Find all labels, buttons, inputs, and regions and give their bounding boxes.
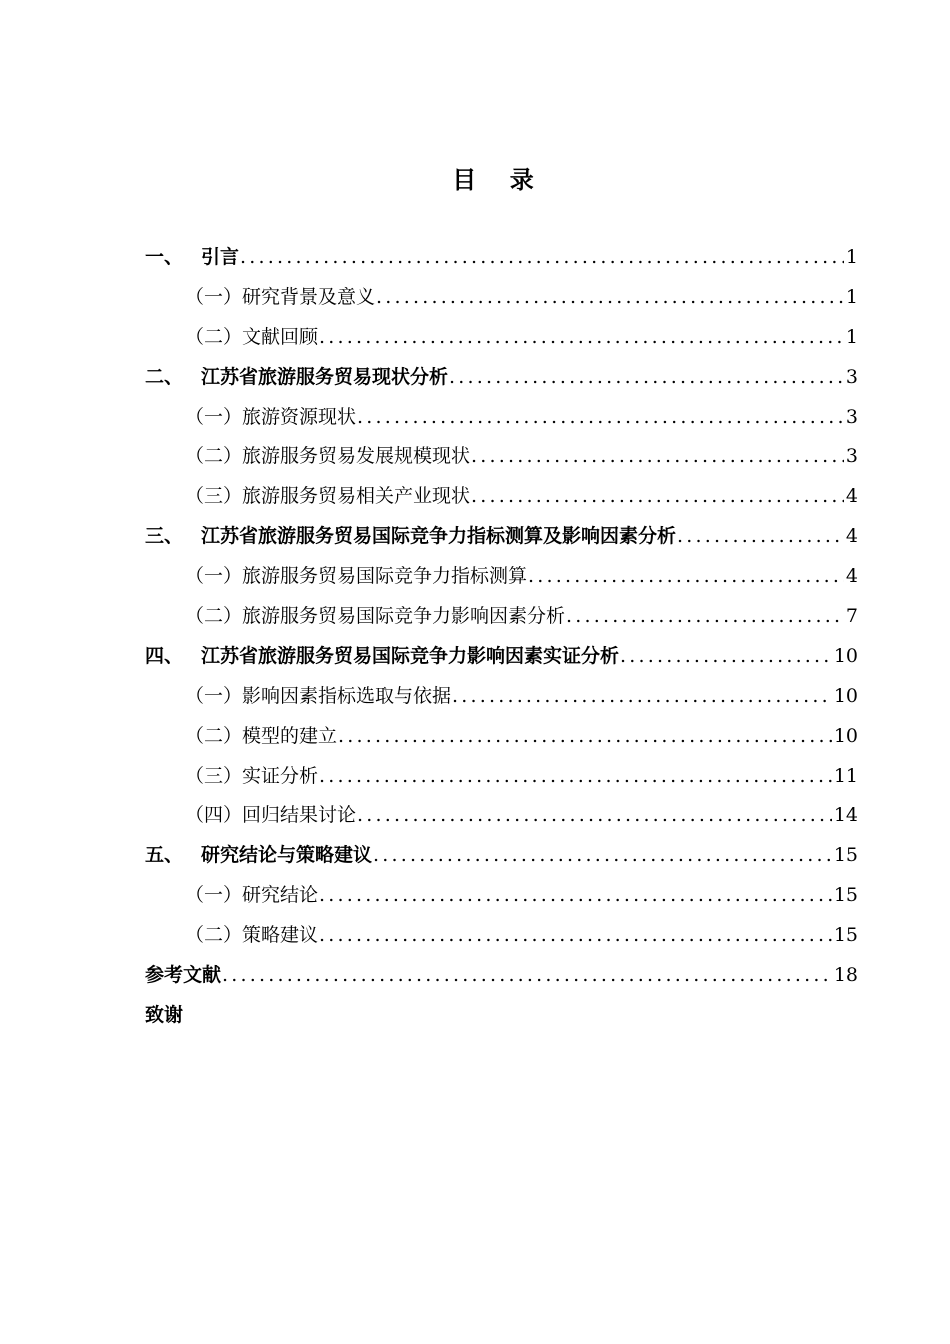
toc-entry-title: 江苏省旅游服务贸易现状分析 <box>201 365 449 388</box>
toc-entry-page-number: 3 <box>845 445 858 468</box>
toc-entry[interactable] <box>145 876 858 916</box>
toc-entry-title: （四）回归结果讨论 <box>185 804 357 827</box>
toc-entry-title: （二）旅游服务贸易发展规模现状 <box>185 445 471 468</box>
toc-entry[interactable] <box>145 757 858 797</box>
toc-entry-page-number: 1 <box>845 246 858 268</box>
toc-entry[interactable] <box>145 278 858 318</box>
toc-entry-page-number: 18 <box>833 964 858 987</box>
toc-entry[interactable] <box>145 557 858 597</box>
toc-dot-leader <box>566 597 844 637</box>
toc-entry-page-number: 4 <box>845 565 858 588</box>
toc-entry-page-number: 4 <box>845 525 858 548</box>
toc-dot-leader <box>357 796 832 836</box>
toc-dot-leader <box>222 956 832 996</box>
toc-entry[interactable] <box>145 477 858 517</box>
page-title: 目 录 <box>452 166 534 194</box>
toc-entry-page-number: 15 <box>833 884 858 907</box>
toc-entry-title: （二）模型的建立 <box>185 724 338 747</box>
toc-dot-leader <box>319 318 844 358</box>
toc-dot-leader <box>471 477 844 517</box>
toc-entry-title: 研究结论与策略建议 <box>201 844 373 867</box>
toc-dot-leader <box>471 437 844 477</box>
toc-entry-page-number: 10 <box>833 644 858 667</box>
toc-entry[interactable] <box>145 996 858 1036</box>
toc-dot-leader <box>338 717 832 757</box>
toc-entry-page-number: 1 <box>845 325 858 348</box>
toc-entry-title: （二）旅游服务贸易国际竞争力影响因素分析 <box>185 605 566 628</box>
toc-entry-title: 江苏省旅游服务贸易国际竞争力影响因素实证分析 <box>201 644 620 667</box>
toc-entry-page-number: 7 <box>845 605 858 628</box>
toc-entry[interactable] <box>145 916 858 956</box>
toc-entry[interactable] <box>145 796 858 836</box>
toc-entry-number: 一、 <box>145 246 184 268</box>
toc-entry-title: （一）研究背景及意义 <box>185 285 376 308</box>
toc-entry-title: 参考文献 <box>145 964 222 987</box>
toc-entry-page-number: 4 <box>845 485 858 508</box>
toc-dot-leader <box>452 677 832 717</box>
toc-entry-page-number: 10 <box>833 724 858 747</box>
toc-entry-title: （一）影响因素指标选取与依据 <box>185 684 452 707</box>
toc-entry-page-number: 15 <box>833 924 858 947</box>
toc-entry[interactable] <box>145 238 858 278</box>
toc-entry-page-number: 14 <box>833 804 858 827</box>
toc-entry[interactable] <box>145 517 858 557</box>
toc-dot-leader <box>373 836 832 876</box>
toc-entry-page-number: 11 <box>833 764 858 787</box>
toc-dot-leader <box>357 398 844 438</box>
toc-entry[interactable] <box>145 358 858 398</box>
toc-entry[interactable] <box>145 437 858 477</box>
toc-dot-leader <box>376 278 844 318</box>
toc-entry[interactable] <box>145 597 858 637</box>
toc-entry[interactable] <box>145 398 858 438</box>
toc-entry-title: 引言 <box>201 246 240 268</box>
toc-entry-number: 五、 <box>145 844 184 867</box>
toc-dot-leader <box>528 557 844 597</box>
toc-entry-page-number: 3 <box>845 365 858 388</box>
toc-entry-title: （一）旅游服务贸易国际竞争力指标测算 <box>185 565 528 588</box>
toc-entry-page-number: 1 <box>845 285 858 308</box>
toc-entry[interactable] <box>145 637 858 677</box>
toc-entry-page-number: 15 <box>833 844 858 867</box>
toc-entry-page-number: 10 <box>833 684 858 707</box>
toc-entry-title: 致谢 <box>145 1003 184 1026</box>
toc-dot-leader <box>677 517 844 557</box>
toc-dot-leader <box>319 876 832 916</box>
toc-entry-title: （三）实证分析 <box>185 764 319 787</box>
toc-entry-title: 江苏省旅游服务贸易国际竞争力指标测算及影响因素分析 <box>201 525 677 548</box>
table-of-contents <box>145 238 858 1036</box>
toc-entry-title: （三）旅游服务贸易相关产业现状 <box>185 485 471 508</box>
toc-entry[interactable] <box>145 717 858 757</box>
toc-entry-title: （二）文献回顾 <box>185 325 319 348</box>
toc-entry[interactable] <box>145 318 858 358</box>
toc-dot-leader <box>620 637 832 677</box>
toc-entry-title: （二）策略建议 <box>185 924 319 947</box>
toc-entry[interactable] <box>145 836 858 876</box>
toc-entry[interactable] <box>145 956 858 996</box>
toc-entry-page-number: 3 <box>845 405 858 428</box>
toc-dot-leader <box>319 916 832 956</box>
toc-dot-leader <box>319 757 832 797</box>
toc-entry[interactable] <box>145 677 858 717</box>
toc-entry-title: （一）研究结论 <box>185 884 319 907</box>
toc-entry-number: 四、 <box>145 644 184 667</box>
toc-dot-leader <box>449 358 844 398</box>
toc-entry-number: 二、 <box>145 365 184 388</box>
toc-entry-title: （一）旅游资源现状 <box>185 405 357 428</box>
toc-entry-number: 三、 <box>145 525 184 548</box>
toc-dot-leader <box>240 238 844 278</box>
